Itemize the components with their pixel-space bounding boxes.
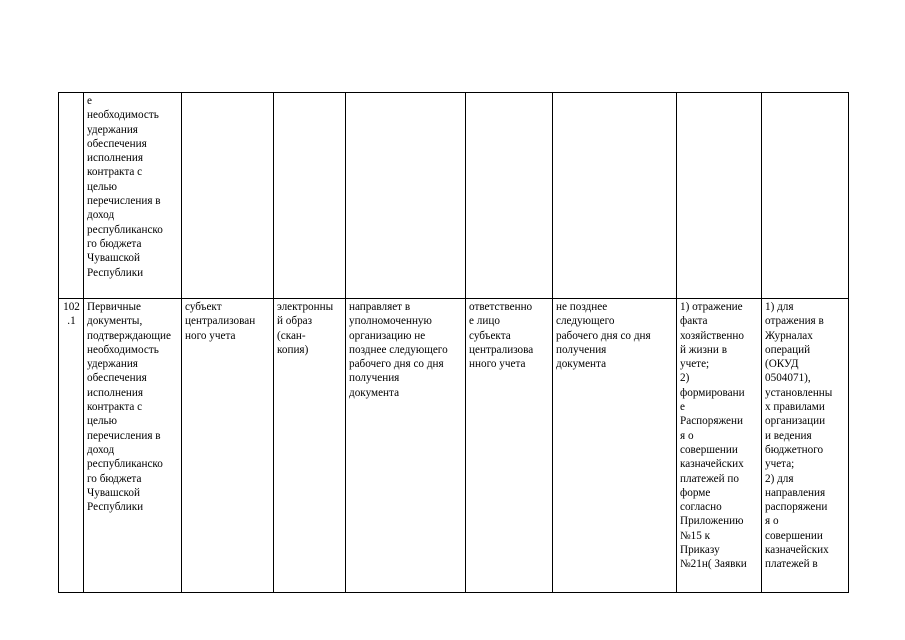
cell-responsible — [466, 93, 553, 299]
cell-responsible: ответственно е лицо субъекта централизова нного учета — [466, 299, 553, 593]
cell-number: 102 .1 — [59, 299, 84, 593]
table-row — [59, 93, 849, 299]
cell-deadline — [346, 93, 466, 299]
cell-document: Первичные документы, подтверждающие необходимость удержания обеспечения исполнения контракта с целью перечисления в доход республиканско го бюджета Чувашской Республики — [84, 299, 182, 593]
cell-document: е необходимость удержания обеспечения исполнения контракта с целью перечисления в доход республиканско го бюджета Чувашской Республики — [84, 93, 182, 299]
cell-creator — [182, 93, 274, 299]
cell-form: электронны й образ (скан- копия) — [274, 299, 346, 593]
cell-term: не позднее следующего рабочего дня со дня получения документа — [553, 299, 677, 593]
cell-deadline: направляет в уполномоченную организацию не позднее следующего рабочего дня со дня получения документа — [346, 299, 466, 593]
cell-reflection — [677, 93, 762, 299]
cell-purpose — [762, 93, 849, 299]
cell-purpose: 1) для отражения в Журналах операций (ОКУД 0504071), установленны х правилами организации и ведения бюджетного учета; 2) для направления распоряжени я о совершении казначейских платежей в — [762, 299, 849, 593]
cell-reflection: 1) отражение факта хозяйственно й жизни в учете; 2) формировани е Распоряжени я о совершении казначейских платежей по форме согласно Приложению №15 к Приказу №21н( Заявки — [677, 299, 762, 593]
cell-term — [553, 93, 677, 299]
cell-creator: субъект централизован ного учета — [182, 299, 274, 593]
cell-number — [59, 93, 84, 299]
table-row — [59, 299, 849, 593]
cell-form — [274, 93, 346, 299]
document-table — [58, 92, 849, 593]
